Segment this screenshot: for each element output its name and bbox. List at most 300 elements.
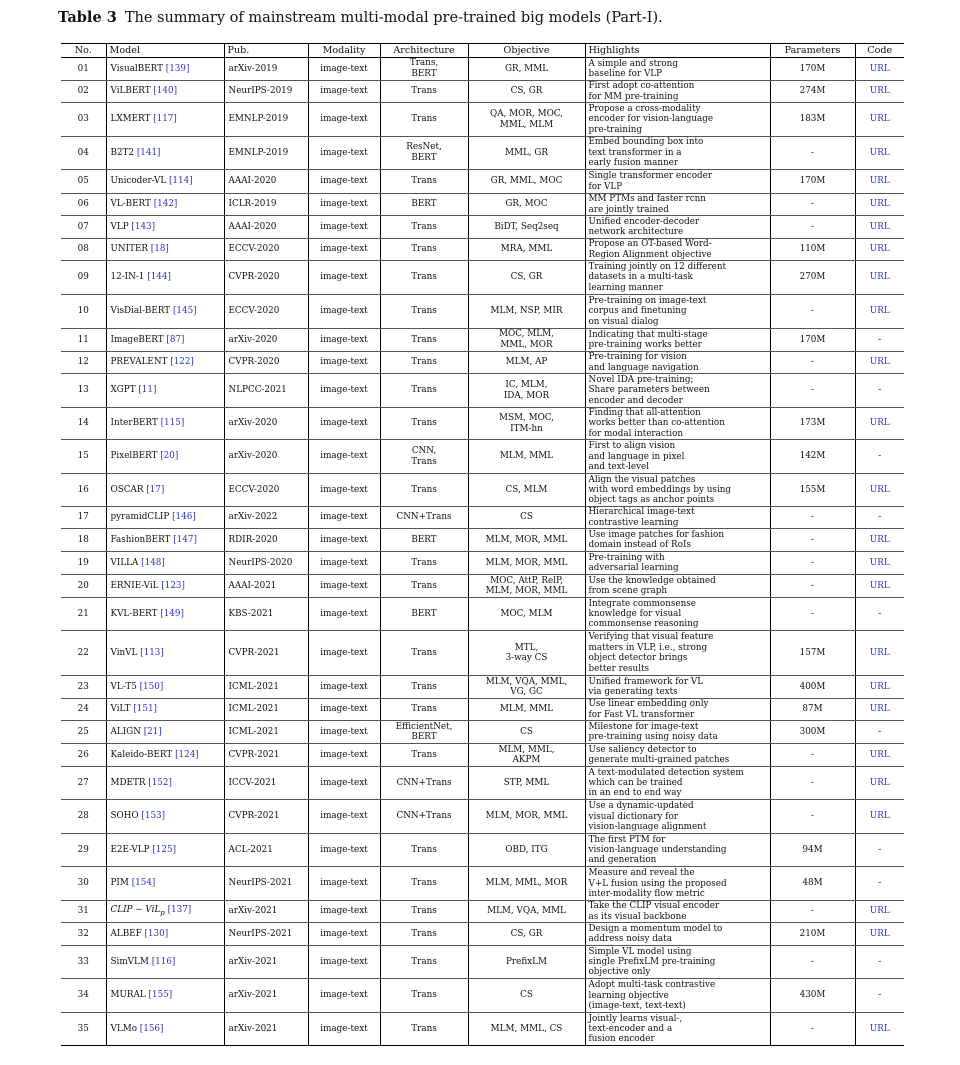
cell-objective (468, 800, 585, 834)
highlight-line: which can be trained (588, 778, 683, 789)
architecture-line: Trans (411, 557, 437, 568)
cell-modality: image-text (308, 170, 380, 194)
cell-model (106, 744, 224, 767)
cell-architecture (380, 744, 468, 767)
highlight-line: Use saliency detector to (588, 744, 697, 755)
highlight-line: and generation (588, 855, 657, 866)
cell-model (106, 552, 224, 575)
cell-architecture (380, 676, 468, 699)
objective-line: MLM, MML (499, 704, 554, 715)
cell-architecture (380, 507, 468, 529)
cell-modality: image-text (308, 923, 380, 946)
architecture-line: Trans (411, 647, 437, 658)
cell-pub: arXiv-2021 (224, 901, 308, 923)
code-url-link[interactable]: URL (869, 580, 890, 591)
highlight-line: early fusion manner (588, 158, 679, 169)
cell-objective (468, 103, 585, 137)
cell-code (855, 529, 904, 552)
citation-link[interactable]: [156] (139, 1023, 164, 1034)
cell-no: 31 (61, 901, 106, 923)
cell-objective (468, 261, 585, 295)
cell-pub: NeurIPS-2020 (224, 552, 308, 575)
cell-model (106, 329, 224, 352)
table-row (61, 507, 904, 529)
highlight-line: Milestone for image-text (588, 721, 699, 732)
cell-parameters: - (770, 507, 855, 529)
cell-architecture (380, 329, 468, 352)
cell-pub: ICML-2021 (224, 676, 308, 699)
cell-highlights (585, 867, 770, 901)
cell-highlights (585, 474, 770, 507)
architecture-line: CNN+Trans (396, 811, 452, 822)
cell-code: - (855, 598, 904, 631)
cell-model (106, 946, 224, 979)
cell-model (106, 81, 224, 103)
table-row (61, 631, 904, 676)
citation-link[interactable]: [148] (141, 557, 165, 568)
cell-architecture (380, 834, 468, 867)
cell-objective (468, 58, 585, 81)
cell-parameters: - (770, 800, 855, 834)
table-row (61, 946, 904, 979)
models-table (61, 43, 904, 1046)
highlight-line: for Fast VL transformer (588, 709, 695, 720)
highlight-line: fusion encoder (588, 1034, 655, 1045)
cell-highlights (585, 58, 770, 81)
highlight-line: Use image patches for fashion (588, 529, 724, 540)
cell-parameters: - (770, 295, 855, 329)
objective-line: MSM, MOC, (498, 413, 555, 424)
cell-no: 02 (61, 81, 106, 103)
cell-model (106, 239, 224, 261)
highlight-line: and language navigation (588, 362, 699, 373)
citation-link[interactable]: [152] (148, 777, 172, 788)
cell-pub: ICML-2021 (224, 721, 308, 744)
cell-objective (468, 867, 585, 901)
cell-pub: RDIR-2020 (224, 529, 308, 552)
table-row (61, 374, 904, 408)
highlight-line: datasets in a multi-task (588, 272, 693, 283)
cell-code (855, 239, 904, 261)
cell-modality: image-text (308, 352, 380, 374)
code-url-link[interactable]: URL (869, 749, 890, 760)
cell-modality: image-text (308, 58, 380, 81)
code-url-link[interactable]: URL (869, 357, 890, 368)
cell-no: 13 (61, 374, 106, 408)
objective-line: STP, MML (503, 777, 550, 788)
citation-link[interactable]: [143] (131, 221, 156, 232)
architecture-line: Trans (411, 272, 437, 283)
highlight-line: Design a momentum model to (588, 923, 723, 934)
cell-pub: CVPR-2021 (224, 744, 308, 767)
cell-code (855, 575, 904, 598)
architecture-line: BERT (411, 153, 437, 163)
cell-no: 26 (61, 744, 106, 767)
architecture-line: Trans (411, 878, 437, 889)
cell-pub: ICCV-2021 (224, 767, 308, 800)
architecture-line: Trans, (409, 58, 439, 69)
table-row (61, 170, 904, 194)
objective-line: MML, MLM (499, 119, 554, 130)
model-name: pyramidCLIP (110, 512, 170, 523)
cell-objective (468, 216, 585, 239)
cell-model (106, 721, 224, 744)
citation-link[interactable]: [145] (172, 306, 197, 317)
cell-parameters: 300M (770, 721, 855, 744)
architecture-line: Trans (411, 385, 437, 396)
objective-line: IDA, MOR (503, 390, 550, 401)
cell-pub: CVPR-2021 (224, 800, 308, 834)
highlight-line: Pre-training with (588, 552, 665, 563)
highlight-line: text transformer in a (588, 147, 682, 158)
citation-link[interactable]: [141] (136, 147, 161, 158)
header-model: Model (106, 44, 224, 58)
citation-link[interactable]: [122] (170, 357, 194, 368)
cell-architecture (380, 408, 468, 440)
cell-highlights (585, 979, 770, 1013)
objective-line: MLM, AP (505, 357, 548, 368)
table-row (61, 676, 904, 699)
code-url-link[interactable]: URL (869, 704, 890, 715)
objective-line: GR, MML, MOC (490, 176, 563, 187)
citation-link[interactable]: [117] (153, 114, 177, 125)
model-name: VisDial-BERT (110, 306, 171, 317)
cell-modality: image-text (308, 598, 380, 631)
cell-highlights (585, 767, 770, 800)
cell-modality: image-text (308, 194, 380, 216)
citation-link[interactable]: [150] (139, 681, 164, 692)
cell-code (855, 170, 904, 194)
highlight-line: text-encoder and a (588, 1024, 673, 1035)
model-name: ALIGN (110, 726, 141, 737)
code-url-link[interactable]: URL (869, 147, 890, 158)
model-name: SOHO (110, 811, 139, 822)
cell-code (855, 103, 904, 137)
objective-line: MLM, NSP, MIR (490, 306, 563, 317)
cell-objective (468, 946, 585, 979)
cell-highlights (585, 1013, 770, 1046)
highlight-line: Adopt multi-task contrastive (588, 980, 716, 991)
cell-model (106, 295, 224, 329)
architecture-line: Trans (411, 844, 437, 855)
citation-link[interactable]: [20] (160, 451, 179, 462)
architecture-line: CNN, (411, 446, 437, 457)
citation-link[interactable]: [116] (151, 956, 176, 967)
highlight-line: Use the knowledge obtained (588, 575, 716, 586)
code-url-link[interactable]: URL (869, 906, 890, 917)
cell-objective (468, 721, 585, 744)
cell-no: 05 (61, 170, 106, 194)
citation-link[interactable]: [151] (133, 704, 157, 715)
table-row (61, 194, 904, 216)
cell-parameters: 400M (770, 676, 855, 699)
table-row (61, 923, 904, 946)
cell-parameters: 155M (770, 474, 855, 507)
cell-objective (468, 834, 585, 867)
cell-highlights (585, 834, 770, 867)
citation-link[interactable]: [21] (143, 726, 162, 737)
objective-line: PrefixLM (505, 956, 547, 967)
cell-parameters: - (770, 194, 855, 216)
cell-no: 10 (61, 295, 106, 329)
highlight-line: single PrefixLM pre-training (588, 957, 716, 968)
architecture-line: CNN+Trans (396, 512, 452, 523)
cell-modality: image-text (308, 103, 380, 137)
highlight-line: adversarial learning (588, 563, 679, 574)
architecture-line: Trans (411, 484, 437, 495)
cell-objective (468, 329, 585, 352)
code-url-link[interactable]: URL (869, 681, 890, 692)
cell-architecture (380, 103, 468, 137)
cell-code: - (855, 834, 904, 867)
citation-link[interactable]: [144] (147, 272, 171, 283)
code-url-link[interactable]: URL (869, 86, 890, 97)
highlight-line: First to align vision (588, 441, 676, 452)
code-url-link[interactable]: URL (869, 418, 890, 429)
citation-link[interactable]: [155] (148, 990, 173, 1001)
cell-model (106, 901, 224, 923)
highlight-line: Use linear embedding only (588, 699, 709, 710)
table-row (61, 901, 904, 923)
cell-architecture (380, 352, 468, 374)
cell-objective (468, 744, 585, 767)
code-url-link[interactable]: URL (869, 928, 890, 939)
highlight-line: works better than co-attention (588, 418, 725, 429)
cell-modality: image-text (308, 946, 380, 979)
cell-no: 01 (61, 58, 106, 81)
citation-link[interactable]: [124] (175, 749, 199, 760)
objective-line: CS (520, 726, 533, 737)
cell-pub: ECCV-2020 (224, 474, 308, 507)
cell-modality: image-text (308, 699, 380, 721)
highlight-line: generate multi-grained patches (588, 755, 730, 766)
model-name: CLIP − ViL$_p$ (110, 905, 165, 917)
code-url-link[interactable]: URL (869, 647, 890, 658)
cell-code (855, 261, 904, 295)
citation-link[interactable]: [137] (167, 905, 192, 916)
highlight-line: V+L fusion using the proposed (588, 878, 727, 889)
citation-link[interactable]: [17] (146, 484, 165, 495)
citation-link[interactable]: [130] (144, 928, 169, 939)
code-url-link[interactable]: URL (869, 777, 890, 788)
model-name: E2E-VLP (110, 844, 150, 855)
model-name: SimVLM (110, 956, 149, 967)
architecture-line: Trans (411, 956, 437, 967)
cell-modality: image-text (308, 575, 380, 598)
highlight-line: Align the visual patches (588, 474, 696, 485)
architecture-line: EfficientNet, (395, 721, 453, 732)
cell-model (106, 800, 224, 834)
code-url-link[interactable]: URL (869, 176, 890, 187)
citation-link[interactable]: [149] (160, 608, 184, 619)
cell-pub: CVPR-2020 (224, 261, 308, 295)
highlight-line: Simple VL model using (588, 946, 692, 957)
cell-no: 09 (61, 261, 106, 295)
code-url-link[interactable]: URL (869, 221, 890, 232)
citation-link[interactable]: [146] (172, 512, 196, 523)
citation-link[interactable]: [113] (140, 647, 164, 658)
cell-model (106, 529, 224, 552)
highlight-line: object detector brings (588, 653, 688, 664)
code-url-link[interactable]: URL (869, 557, 890, 568)
cell-model (106, 137, 224, 170)
header-pub: Pub. (224, 44, 308, 58)
code-url-link[interactable]: URL (869, 244, 890, 255)
citation-link[interactable]: [154] (131, 878, 156, 889)
cell-no: 25 (61, 721, 106, 744)
architecture-line: Trans (411, 244, 437, 255)
cell-architecture (380, 295, 468, 329)
cell-highlights (585, 552, 770, 575)
code-url-link[interactable]: URL (869, 1023, 890, 1034)
cell-parameters: 170M (770, 170, 855, 194)
objective-line: MLM, MML (499, 451, 554, 462)
model-name: VinVL (110, 647, 138, 658)
highlight-line: contrastive learning (588, 517, 679, 528)
citation-link[interactable]: [115] (160, 418, 185, 429)
model-name: FashionBERT (110, 534, 171, 545)
highlight-line: Region Alignment objective (588, 249, 712, 260)
citation-link[interactable]: [87] (166, 334, 185, 345)
table-row (61, 834, 904, 867)
citation-link[interactable]: [142] (153, 199, 178, 210)
cell-pub: ICLR-2019 (224, 194, 308, 216)
table-row (61, 239, 904, 261)
cell-objective (468, 194, 585, 216)
code-url-link[interactable]: URL (869, 811, 890, 822)
cell-model (106, 374, 224, 408)
cell-architecture (380, 699, 468, 721)
highlight-line: vision-language understanding (588, 845, 727, 856)
model-name: VILLA (110, 557, 139, 568)
cell-no: 33 (61, 946, 106, 979)
objective-line: MOC, MLM, (499, 329, 554, 340)
cell-code: - (855, 329, 904, 352)
cell-highlights (585, 598, 770, 631)
cell-modality: image-text (308, 474, 380, 507)
highlight-line: encoder and decoder (588, 395, 683, 406)
cell-code (855, 1013, 904, 1046)
architecture-line: Trans (411, 334, 437, 345)
objective-line: QA, MOR, MOC, (489, 108, 564, 119)
cell-architecture (380, 800, 468, 834)
citation-link[interactable]: [140] (153, 86, 178, 97)
cell-architecture (380, 58, 468, 81)
cell-pub: CVPR-2021 (224, 631, 308, 676)
cell-architecture (380, 239, 468, 261)
cell-pub: NeurIPS-2021 (224, 923, 308, 946)
code-url-link[interactable]: URL (869, 63, 890, 74)
highlight-line: Pre-training for vision (588, 352, 687, 363)
cell-modality: image-text (308, 295, 380, 329)
cell-code (855, 631, 904, 676)
cell-architecture (380, 529, 468, 552)
architecture-line: Trans (411, 456, 437, 467)
model-name: MDETR (110, 777, 146, 788)
cell-parameters: - (770, 529, 855, 552)
model-name: Kaleido-BERT (110, 749, 173, 760)
cell-objective (468, 631, 585, 676)
model-name: VisualBERT (110, 63, 163, 74)
table-caption (58, 9, 663, 26)
cell-model (106, 58, 224, 81)
highlight-line: A simple and strong (588, 58, 678, 69)
cell-parameters: 173M (770, 408, 855, 440)
cell-pub: ECCV-2020 (224, 239, 308, 261)
objective-line: IC, MLM, (505, 379, 548, 390)
cell-model (106, 474, 224, 507)
highlight-line: The first PTM for (588, 834, 666, 845)
objective-line: MLM, MML, MOR (485, 878, 568, 889)
highlight-line: (image-text, text-text) (588, 1000, 686, 1011)
cell-model (106, 507, 224, 529)
cell-pub: EMNLP-2019 (224, 103, 308, 137)
model-name: VL-BERT (110, 199, 151, 210)
citation-link[interactable]: [153] (141, 811, 166, 822)
cell-code (855, 923, 904, 946)
cell-model (106, 216, 224, 239)
cell-model (106, 1013, 224, 1046)
cell-modality: image-text (308, 552, 380, 575)
code-url-link[interactable]: URL (869, 114, 890, 125)
cell-architecture (380, 1013, 468, 1046)
cell-model (106, 440, 224, 474)
code-url-link[interactable]: URL (869, 272, 890, 283)
highlight-line: vision-language alignment (588, 821, 707, 832)
cell-architecture (380, 901, 468, 923)
citation-link[interactable]: [147] (173, 534, 197, 545)
citation-link[interactable]: [125] (152, 844, 177, 855)
table-row (61, 103, 904, 137)
table-row (61, 329, 904, 352)
cell-code (855, 58, 904, 81)
cell-model (106, 575, 224, 598)
cell-objective (468, 474, 585, 507)
citation-link[interactable]: [11] (138, 385, 157, 396)
cell-architecture (380, 374, 468, 408)
highlight-line: Embed bounding box into (588, 137, 704, 148)
cell-modality: image-text (308, 867, 380, 901)
cell-parameters: - (770, 575, 855, 598)
code-url-link[interactable]: URL (869, 534, 890, 545)
model-name: ERNIE-ViL (110, 580, 159, 591)
cell-modality: image-text (308, 631, 380, 676)
code-url-link[interactable]: URL (869, 484, 890, 495)
code-url-link[interactable]: URL (869, 199, 890, 210)
cell-architecture (380, 867, 468, 901)
cell-code (855, 699, 904, 721)
highlight-line: domain instead of RoIs (588, 540, 691, 551)
cell-objective (468, 374, 585, 408)
cell-architecture (380, 440, 468, 474)
cell-architecture (380, 575, 468, 598)
cell-model (106, 923, 224, 946)
table-row (61, 261, 904, 295)
citation-link[interactable]: [123] (161, 580, 185, 591)
code-url-link[interactable]: URL (869, 306, 890, 317)
citation-link[interactable]: [139] (165, 63, 190, 74)
cell-architecture (380, 946, 468, 979)
cell-highlights (585, 529, 770, 552)
table-row (61, 979, 904, 1013)
cell-pub: ACL-2021 (224, 834, 308, 867)
citation-link[interactable]: [18] (150, 244, 169, 255)
citation-link[interactable]: [114] (168, 176, 193, 187)
cell-pub: arXiv-2020 (224, 329, 308, 352)
highlight-line: better results (588, 663, 650, 674)
model-name: KVL-BERT (110, 608, 158, 619)
cell-no: 15 (61, 440, 106, 474)
